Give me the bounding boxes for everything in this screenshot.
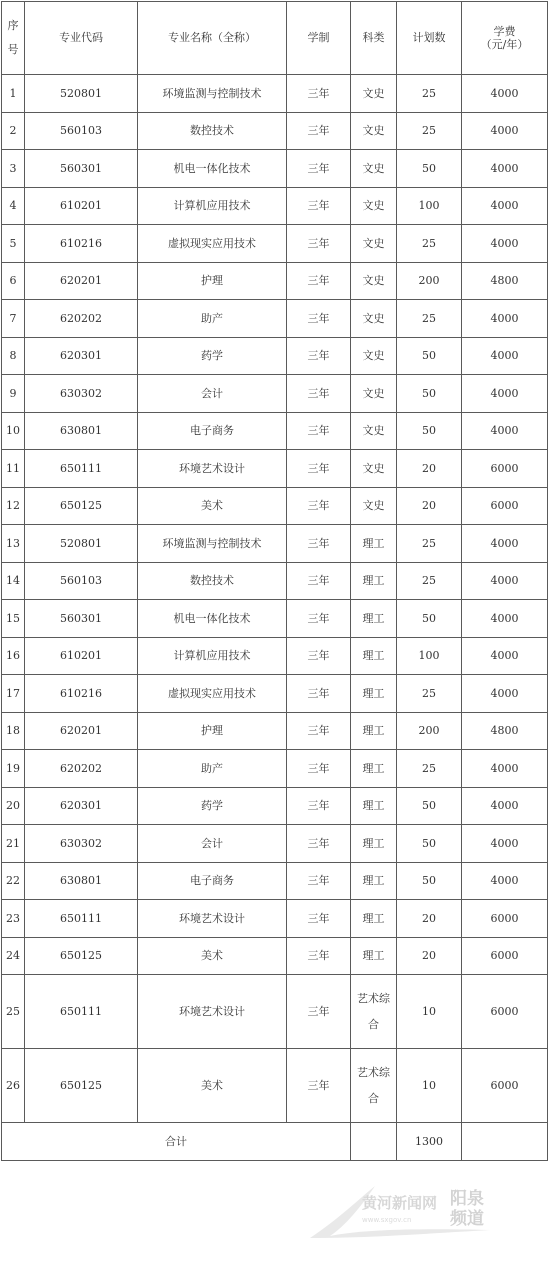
cell-code: 610201 <box>25 187 138 225</box>
header-code: 专业代码 <box>25 2 138 75</box>
cell-fee: 4000 <box>462 150 548 188</box>
cell-category: 理工 <box>351 525 397 563</box>
cell-duration: 三年 <box>287 937 351 975</box>
table-row <box>2 112 548 150</box>
cell-fee: 4000 <box>462 112 548 150</box>
cell-code: 630801 <box>25 862 138 900</box>
cell-name: 数控技术 <box>138 562 287 600</box>
cell-category: 文史 <box>351 412 397 450</box>
cell-category: 文史 <box>351 450 397 488</box>
cell-seq: 8 <box>2 337 25 375</box>
cell-code: 650111 <box>25 975 138 1049</box>
cell-duration: 三年 <box>287 750 351 788</box>
cell-fee: 4000 <box>462 750 548 788</box>
table-row <box>2 337 548 375</box>
cell-seq: 13 <box>2 525 25 563</box>
cell-code: 650111 <box>25 450 138 488</box>
cell-fee: 6000 <box>462 1049 548 1123</box>
cell-category: 理工 <box>351 937 397 975</box>
cell-name: 美术 <box>138 1049 287 1123</box>
cell-code: 650125 <box>25 487 138 525</box>
cell-code: 560301 <box>25 150 138 188</box>
cell-fee: 4800 <box>462 712 548 750</box>
cell-name: 环境监测与控制技术 <box>138 525 287 563</box>
cell-fee: 4000 <box>462 375 548 413</box>
cell-category: 文史 <box>351 187 397 225</box>
cell-code: 560103 <box>25 562 138 600</box>
cell-code: 620202 <box>25 300 138 338</box>
total-label: 合计 <box>2 1123 351 1161</box>
cell-seq: 5 <box>2 225 25 263</box>
cell-name: 电子商务 <box>138 412 287 450</box>
cell-plan: 50 <box>397 412 462 450</box>
cell-duration: 三年 <box>287 1049 351 1123</box>
cell-code: 650125 <box>25 1049 138 1123</box>
cell-code: 630302 <box>25 375 138 413</box>
cell-name: 虚拟现实应用技术 <box>138 225 287 263</box>
cell-duration: 三年 <box>287 450 351 488</box>
cell-name: 美术 <box>138 937 287 975</box>
header-plan: 计划数 <box>397 2 462 75</box>
cell-seq: 17 <box>2 675 25 713</box>
cell-name: 环境艺术设计 <box>138 450 287 488</box>
cell-fee: 6000 <box>462 900 548 938</box>
table-row <box>2 562 548 600</box>
table-row <box>2 675 548 713</box>
table-row <box>2 187 548 225</box>
cell-duration: 三年 <box>287 487 351 525</box>
cell-duration: 三年 <box>287 75 351 113</box>
total-row <box>2 1123 548 1161</box>
cell-code: 620201 <box>25 262 138 300</box>
header-fee-unit: （元/年） <box>480 38 529 51</box>
cell-code: 630801 <box>25 412 138 450</box>
cell-code: 620301 <box>25 787 138 825</box>
cell-duration: 三年 <box>287 262 351 300</box>
cell-name: 会计 <box>138 375 287 413</box>
cell-duration: 三年 <box>287 787 351 825</box>
table-row <box>2 637 548 675</box>
cell-category: 理工 <box>351 900 397 938</box>
cell-duration: 三年 <box>287 825 351 863</box>
cell-category: 理工 <box>351 712 397 750</box>
table-row <box>2 375 548 413</box>
cell-plan: 25 <box>397 675 462 713</box>
watermark-main-text: 黄河新闻网 <box>362 1194 438 1212</box>
cell-seq: 15 <box>2 600 25 638</box>
cell-fee: 4800 <box>462 262 548 300</box>
table-row <box>2 1049 548 1123</box>
cell-duration: 三年 <box>287 337 351 375</box>
total-fee <box>462 1123 548 1161</box>
cell-category: 文史 <box>351 262 397 300</box>
cell-plan: 50 <box>397 862 462 900</box>
cell-fee: 4000 <box>462 525 548 563</box>
cell-plan: 10 <box>397 975 462 1049</box>
cell-category: 文史 <box>351 300 397 338</box>
cell-fee: 4000 <box>462 187 548 225</box>
cell-plan: 50 <box>397 600 462 638</box>
cell-code: 520801 <box>25 525 138 563</box>
cell-fee: 4000 <box>462 412 548 450</box>
cell-category-text: 艺术综合 <box>357 991 390 1031</box>
header-fee <box>462 2 548 75</box>
cell-duration: 三年 <box>287 975 351 1049</box>
cell-seq: 10 <box>2 412 25 450</box>
cell-seq: 1 <box>2 75 25 113</box>
table-row <box>2 150 548 188</box>
cell-category: 文史 <box>351 75 397 113</box>
cell-seq: 9 <box>2 375 25 413</box>
table-row <box>2 937 548 975</box>
cell-plan: 200 <box>397 712 462 750</box>
cell-duration: 三年 <box>287 225 351 263</box>
cell-name: 电子商务 <box>138 862 287 900</box>
cell-category: 文史 <box>351 112 397 150</box>
total-category <box>351 1123 397 1161</box>
cell-plan: 10 <box>397 1049 462 1123</box>
cell-plan: 50 <box>397 825 462 863</box>
cell-plan: 100 <box>397 187 462 225</box>
table-row <box>2 600 548 638</box>
cell-code: 560103 <box>25 112 138 150</box>
cell-fee: 6000 <box>462 450 548 488</box>
cell-duration: 三年 <box>287 300 351 338</box>
header-seq: 序号 <box>2 2 25 75</box>
cell-duration: 三年 <box>287 112 351 150</box>
table-row <box>2 712 548 750</box>
cell-seq: 2 <box>2 112 25 150</box>
cell-category: 文史 <box>351 225 397 263</box>
cell-name: 药学 <box>138 337 287 375</box>
watermark-logo <box>300 1178 500 1248</box>
cell-seq: 23 <box>2 900 25 938</box>
cell-category: 文史 <box>351 337 397 375</box>
cell-seq: 16 <box>2 637 25 675</box>
cell-fee: 6000 <box>462 937 548 975</box>
cell-duration: 三年 <box>287 375 351 413</box>
cell-category: 理工 <box>351 862 397 900</box>
cell-category: 理工 <box>351 787 397 825</box>
cell-name: 助产 <box>138 300 287 338</box>
cell-name: 美术 <box>138 487 287 525</box>
cell-fee: 4000 <box>462 337 548 375</box>
cell-code: 520801 <box>25 75 138 113</box>
cell-name: 计算机应用技术 <box>138 187 287 225</box>
cell-code: 620301 <box>25 337 138 375</box>
cell-name: 机电一体化技术 <box>138 600 287 638</box>
cell-plan: 50 <box>397 375 462 413</box>
cell-name: 虚拟现实应用技术 <box>138 675 287 713</box>
cell-seq: 6 <box>2 262 25 300</box>
cell-name: 药学 <box>138 787 287 825</box>
cell-seq: 4 <box>2 187 25 225</box>
cell-seq: 21 <box>2 825 25 863</box>
watermark-side-text <box>450 1188 484 1229</box>
table-row <box>2 900 548 938</box>
cell-seq: 20 <box>2 787 25 825</box>
cell-duration: 三年 <box>287 675 351 713</box>
cell-seq: 14 <box>2 562 25 600</box>
cell-category <box>351 975 397 1049</box>
table-body <box>2 75 548 1123</box>
cell-seq: 25 <box>2 975 25 1049</box>
table-row <box>2 262 548 300</box>
table-row <box>2 862 548 900</box>
cell-duration: 三年 <box>287 150 351 188</box>
cell-duration: 三年 <box>287 900 351 938</box>
cell-fee: 4000 <box>462 600 548 638</box>
cell-seq: 26 <box>2 1049 25 1123</box>
cell-code: 630302 <box>25 825 138 863</box>
cell-name: 计算机应用技术 <box>138 637 287 675</box>
cell-fee: 6000 <box>462 487 548 525</box>
cell-fee: 4000 <box>462 787 548 825</box>
table-row <box>2 787 548 825</box>
cell-plan: 20 <box>397 900 462 938</box>
cell-code: 610216 <box>25 225 138 263</box>
table-row <box>2 975 548 1049</box>
cell-duration: 三年 <box>287 712 351 750</box>
cell-fee: 4000 <box>462 675 548 713</box>
cell-fee: 4000 <box>462 75 548 113</box>
cell-category: 文史 <box>351 150 397 188</box>
cell-category: 理工 <box>351 600 397 638</box>
cell-plan: 200 <box>397 262 462 300</box>
cell-seq: 12 <box>2 487 25 525</box>
watermark-side-line2: 频道 <box>450 1209 484 1229</box>
cell-plan: 25 <box>397 225 462 263</box>
header-duration: 学制 <box>287 2 351 75</box>
cell-fee: 4000 <box>462 225 548 263</box>
cell-seq: 3 <box>2 150 25 188</box>
table-row <box>2 225 548 263</box>
cell-plan: 25 <box>397 112 462 150</box>
cell-name: 环境监测与控制技术 <box>138 75 287 113</box>
table-row <box>2 412 548 450</box>
header-category: 科类 <box>351 2 397 75</box>
cell-duration: 三年 <box>287 862 351 900</box>
cell-category: 理工 <box>351 750 397 788</box>
cell-seq: 11 <box>2 450 25 488</box>
cell-seq: 18 <box>2 712 25 750</box>
cell-seq: 19 <box>2 750 25 788</box>
cell-name: 护理 <box>138 262 287 300</box>
cell-name: 环境艺术设计 <box>138 975 287 1049</box>
table-header-row <box>2 2 548 75</box>
table-row <box>2 825 548 863</box>
cell-name: 环境艺术设计 <box>138 900 287 938</box>
cell-fee: 4000 <box>462 562 548 600</box>
cell-plan: 25 <box>397 525 462 563</box>
cell-code: 620202 <box>25 750 138 788</box>
cell-plan: 25 <box>397 75 462 113</box>
cell-category <box>351 1049 397 1123</box>
cell-code: 560301 <box>25 600 138 638</box>
cell-code: 620201 <box>25 712 138 750</box>
cell-duration: 三年 <box>287 562 351 600</box>
cell-plan: 20 <box>397 937 462 975</box>
table-row <box>2 487 548 525</box>
cell-fee: 4000 <box>462 637 548 675</box>
cell-duration: 三年 <box>287 525 351 563</box>
cell-plan: 50 <box>397 787 462 825</box>
cell-fee: 6000 <box>462 975 548 1049</box>
cell-code: 610201 <box>25 637 138 675</box>
table-row <box>2 750 548 788</box>
cell-category: 理工 <box>351 637 397 675</box>
cell-duration: 三年 <box>287 412 351 450</box>
header-name: 专业名称（全称） <box>138 2 287 75</box>
cell-code: 650125 <box>25 937 138 975</box>
cell-name: 会计 <box>138 825 287 863</box>
cell-code: 650111 <box>25 900 138 938</box>
total-plan: 1300 <box>397 1123 462 1161</box>
table-row <box>2 300 548 338</box>
cell-seq: 24 <box>2 937 25 975</box>
cell-seq: 22 <box>2 862 25 900</box>
cell-duration: 三年 <box>287 637 351 675</box>
watermark-side-line1: 阳泉 <box>450 1189 484 1209</box>
cell-category: 文史 <box>351 487 397 525</box>
enrollment-plan-table <box>1 1 548 1161</box>
cell-name: 机电一体化技术 <box>138 150 287 188</box>
table-row <box>2 75 548 113</box>
cell-name: 助产 <box>138 750 287 788</box>
cell-category: 理工 <box>351 825 397 863</box>
cell-plan: 100 <box>397 637 462 675</box>
cell-code: 610216 <box>25 675 138 713</box>
cell-plan: 25 <box>397 750 462 788</box>
header-fee-label: 学费 <box>493 24 516 38</box>
cell-fee: 4000 <box>462 300 548 338</box>
table-row <box>2 450 548 488</box>
cell-fee: 4000 <box>462 862 548 900</box>
cell-plan: 50 <box>397 150 462 188</box>
cell-category: 理工 <box>351 562 397 600</box>
table-row <box>2 525 548 563</box>
cell-plan: 25 <box>397 300 462 338</box>
cell-fee: 4000 <box>462 825 548 863</box>
watermark-url: www.sxgov.cn <box>362 1216 412 1224</box>
cell-duration: 三年 <box>287 187 351 225</box>
cell-plan: 50 <box>397 337 462 375</box>
cell-name: 护理 <box>138 712 287 750</box>
cell-seq: 7 <box>2 300 25 338</box>
cell-plan: 20 <box>397 450 462 488</box>
cell-name: 数控技术 <box>138 112 287 150</box>
cell-duration: 三年 <box>287 600 351 638</box>
cell-category: 文史 <box>351 375 397 413</box>
cell-category: 理工 <box>351 675 397 713</box>
cell-plan: 25 <box>397 562 462 600</box>
cell-category-text: 艺术综合 <box>357 1065 390 1105</box>
cell-plan: 20 <box>397 487 462 525</box>
